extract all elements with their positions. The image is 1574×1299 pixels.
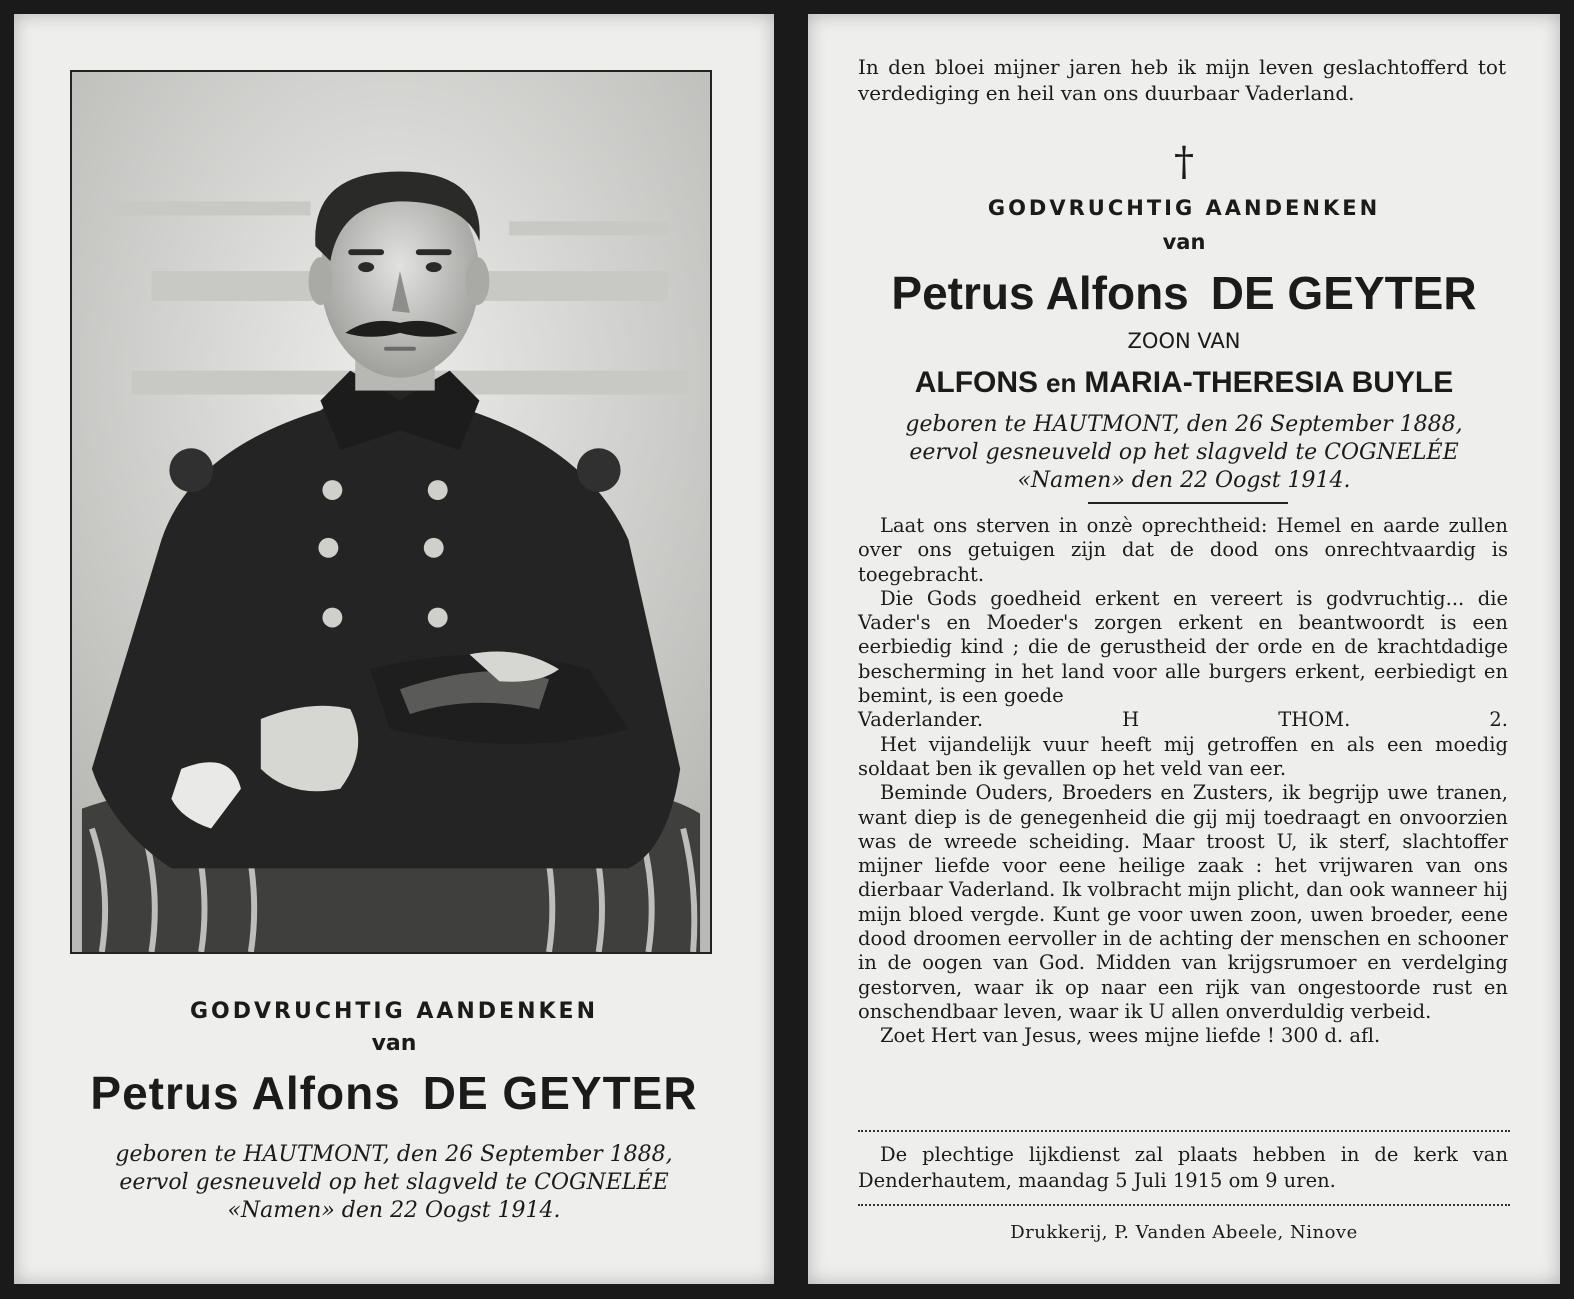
divider [1088,502,1288,504]
death-date-line: «Namen» den 22 Oogst 1914. [1017,468,1351,493]
name-last: DE GEYTER [422,1067,698,1119]
memorial-text [858,514,1508,1049]
card-van: van [1162,230,1206,254]
card-title: GODVRUCHTIG AANDENKEN [987,196,1381,220]
father-name: ALFONS [914,366,1039,399]
printer-credit: Drukkerij, P. Vanden Abeele, Ninove [1010,1222,1358,1243]
name-first: Petrus Alfons [891,267,1189,319]
paragraph-2: Die Gods goedheid erkent en vereert is godvruchtig... die Vader's en Moeder's zorgen erkent en beantwoordt is een eerbiedig kind ; die de gerustheid der orde en de krachtdadige bescherming in het land voor alle burgers erkent, eerbiedigt en bemint, is een goede [858,586,1508,708]
paragraph-2-end [858,708,1508,732]
birth-line: geboren te HAUTMONT, den 26 September 1888, [115,1142,673,1167]
paragraph-3: Het vijandelijk vuur heeft mij getroffen en als een moedig soldaat ben ik gevallen op het veld van eer. [858,732,1508,780]
parents-names [808,366,1560,400]
funeral-service-text: De plechtige lijkdienst zal plaats hebben in de kerk van Denderhautem, maandag 5 Juli 1915 om 9 uren. [858,1143,1508,1192]
dotted-divider [858,1204,1510,1206]
son-of-label: ZOON VAN [1127,329,1241,353]
cross-icon: † [1174,139,1194,185]
birth-line: geboren te HAUTMONT, den 26 September 1888, [905,412,1463,437]
dotted-divider [858,1130,1510,1132]
portrait-photo [70,70,712,954]
name-first: Petrus Alfons [90,1067,401,1119]
name-last: DE GEYTER [1210,267,1477,319]
mother-name: MARIA-THERESIA BUYLE [1084,366,1454,399]
soldier-portrait-image [72,72,710,952]
paragraph-1: Laat ons sterven in onzè oprechtheid: Hemel en aarde zullen over ons getuigen zijn dat de dood ons onrechtvaardig is toegebracht. [858,514,1508,586]
scripture-reference: H THOM. 2. [1122,708,1508,732]
intro-text: In den bloei mijner jaren heb ik mijn leven geslachtofferd tot verdediging en heil van ons duurbaar Vaderland. [858,55,1506,105]
death-date-line: «Namen» den 22 Oogst 1914. [227,1198,561,1223]
memorial-card-front [14,14,774,1284]
memorial-card-back [808,14,1560,1284]
and-word: en [1046,368,1077,398]
paragraph-4: Beminde Ouders, Broeders en Zusters, ik begrijp uwe tranen, want diep is de genegenheid die gij mij toedraagt en onvoorzien was de wreede scheiding. Maar troost U, ik sterf, slachtoffer mijner liefde voor eene heilige zaak : het vrijwaren van ons dierbaar Vaderland. Ik volbracht mijn plicht, dan ook wanneer hij mijn bloed vergde. Kunt ge voor uwen zoon, uwen broeder, eene dood droomen eervoller in de achting der menschen en schooner in de oogen van God. Midden van krijgsrumoer en verdelging gestorven, waar ik op naar een rijk van ongestoorde rust en onschendbaar leven, waar ik U allen onverduldig verbeid. [858,781,1508,1023]
death-line: eervol gesneuveld op het slagveld te COGNELÉE [909,440,1459,465]
paragraph-2-last-word: Vaderlander. [858,708,984,732]
prayer-line: Zoet Hert van Jesus, wees mijne liefde ! 300 d. afl. [880,1024,1381,1048]
card-van: van [371,1031,417,1056]
death-line: eervol gesneuveld op het slagveld te COGNELÉE [119,1170,669,1195]
deceased-name [14,1066,774,1120]
deceased-name [808,266,1560,320]
card-title: GODVRUCHTIG AANDENKEN [190,999,598,1024]
